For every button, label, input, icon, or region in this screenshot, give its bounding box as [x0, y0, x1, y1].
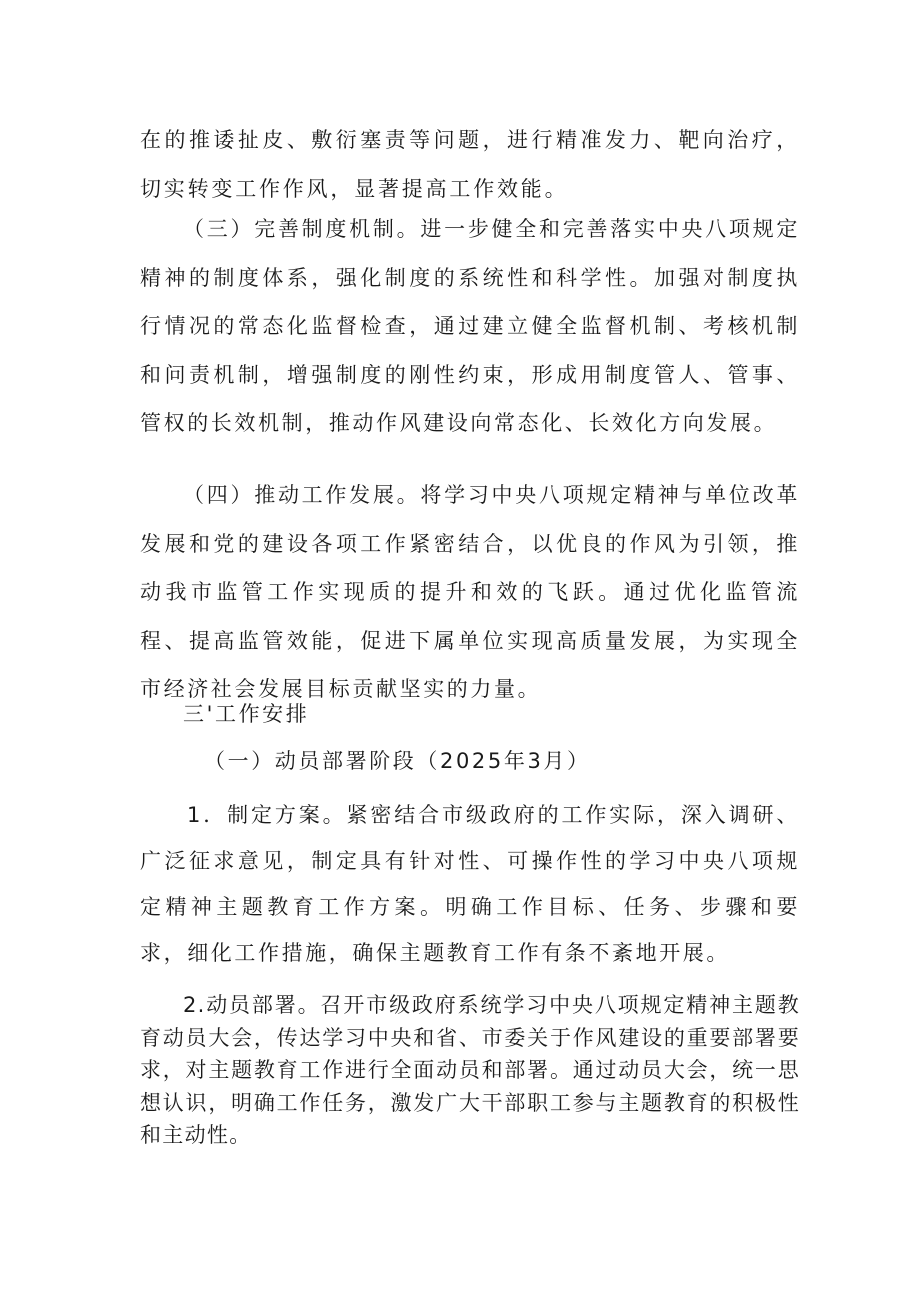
- subsection-heading-mobilization-stage: （一）动员部署阶段（2025年3月）: [204, 749, 591, 773]
- paragraph-improve-institutions: （三）完善制度机制。进一步健全和完善落实中央八项规定精神的制度体系，强化制度的系统性和科学性。加强对制度执行情况的常态化监督检查，通过建立健全监督机制、考核机制和问责机制，增强制度的刚性约束，形成用制度管人、管事、管权的长效机制，推动作风建设向常态化、长效化方向发展。: [140, 217, 800, 435]
- list-item-mobilization-deployment: 2.动员部署。召开市级政府系统学习中央八项规定精神主题教育动员大会，传达学习中央和省、市委关于作风建设的重要部署要求，对主题教育工作进行全面动员和部署。通过动员大会，统一思想认识，明确工作任务，激发广大干部职工参与主题教育的积极性和主动性。: [140, 993, 800, 1147]
- list-item-formulate-plan: 1．制定方案。紧密结合市级政府的工作实际，深入调研、广泛征求意见，制定具有针对性、可操作性的学习中央八项规定精神主题教育工作方案。明确工作目标、任务、步骤和要求，细化工作措施，确保主题教育工作有条不紊地开展。: [140, 803, 800, 965]
- paragraph-continuation: 在的推诿扯皮、敷衍塞责等问题，进行精准发力、靶向治疗，切实转变工作作风，显著提高工作效能。: [140, 128, 800, 201]
- paragraph-promote-development: （四）推动工作发展。将学习中央八项规定精神与单位改革发展和党的建设各项工作紧密结合，以优良的作风为引领，推动我市监管工作实现质的提升和效的飞跃。通过优化监管流程、提高监管效能，促进下属单位实现高质量发展，为实现全市经济社会发展目标贡献坚实的力量。: [140, 483, 800, 701]
- section-heading-work-arrangement: 三'工作安排: [183, 702, 310, 726]
